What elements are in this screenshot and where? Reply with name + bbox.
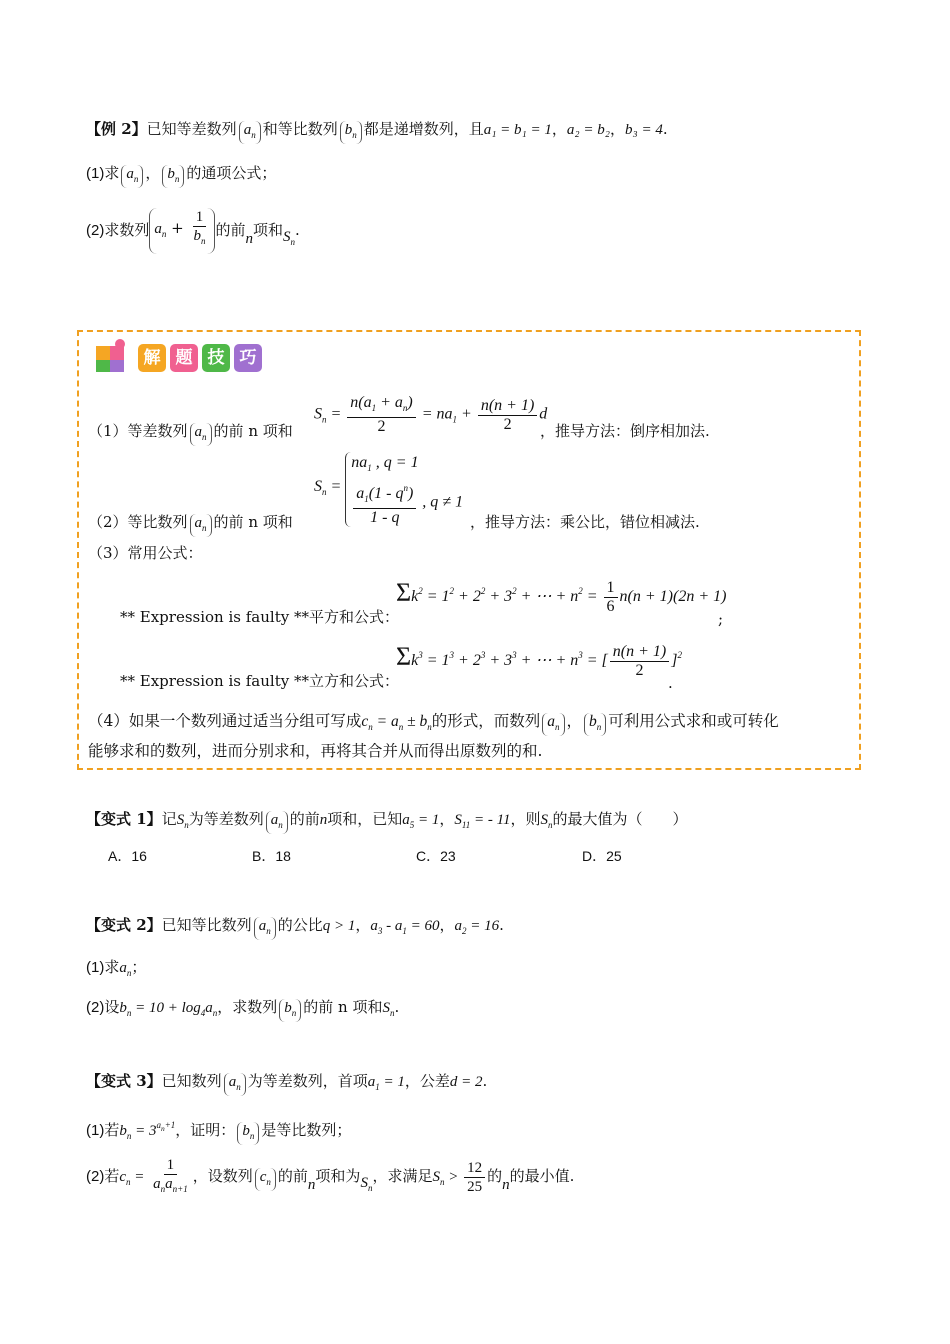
- variant3-q2: (2)若$c_n$ = $\frac{1}{a_na_{n+1}}$ ，设数列 $c_n$ 的前n项和为$S_n$，求满足$S_n$ > $\frac{12}{25}$ 的n的最小值.: [86, 1157, 575, 1195]
- variant3-statement: 【变式 3】已知数列 $a_n$ 为等差数列，首项$a_1 = 1$，公差d = 2.: [86, 1070, 487, 1098]
- option-c[interactable]: C．23: [416, 848, 456, 864]
- example2-q2: (2)求数列 $a_n$ + $\frac{1}{b_n}$ 的前n项和$S_n$.: [86, 208, 300, 262]
- seq-a: $a_n$: [239, 121, 261, 144]
- tip3-cube: ** Expression is faulty **立方和公式：: [120, 672, 399, 690]
- option-b[interactable]: B．18: [252, 848, 291, 864]
- tip4-line1: （4）如果一个数列通过适当分组可写成$c_n = a_n \pm b_n$的形式，而数列 $a_n$ ， $b_n$ 可利用公式求和或可转化: [88, 710, 779, 738]
- tip1: （1）等差数列 $a_n$ 的前 n 项和: [88, 420, 293, 446]
- condition-2: a₂ = b₂: [566, 122, 610, 138]
- condition-3: b₃ = 4: [625, 122, 663, 138]
- variant2-q2: (2)设$b_n = 10 + \log_4a_n$，求数列 $b_n$ 的前 n 项和$S_n$.: [86, 996, 399, 1024]
- option-d[interactable]: D．25: [582, 848, 622, 864]
- tip2: （2）等比数列 $a_n$ 的前 n 项和: [88, 511, 293, 537]
- badge-ti: 题: [170, 344, 198, 372]
- seq-sum-brace: $a_n$ + $\frac{1}{b_n}$: [149, 208, 215, 254]
- variant2-statement: 【变式 2】已知等比数列 $a_n$ 的公比q > 1，$a_3 - a_1 = 60$，$a_2 = 16$.: [86, 914, 504, 942]
- seq-b: $b_n$: [340, 121, 362, 144]
- example2-q1: (1)求 $a_n$ ， $b_n$ 的通项公式；: [86, 162, 276, 188]
- variant3-q1: (1)若$b_n = 3^{a_n+1}$，证明： $b_n$ 是等比数列；: [86, 1114, 351, 1147]
- variant2-q1: (1)求$a_n$；: [86, 958, 147, 978]
- badge-qiao: 巧: [234, 344, 262, 372]
- tip3-square: ** Expression is faulty **平方和公式：: [120, 608, 399, 626]
- example2-statement: 【例 2】已知等差数列 $a_n$ 和等比数列 $b_n$ 都是递增数列，且a₁ = b₁ = 1，a₂ = b₂，b₃ = 4.: [86, 118, 668, 144]
- condition-1: a₁ = b₁ = 1: [483, 122, 552, 138]
- badge-jie: 解: [138, 344, 166, 372]
- square-sum-formula: $\Sigma k^2 = 1^2 + 2^2 + 3^2$ + ⋯ + $n^2$ = $\frac{1}{6}$ n(n + 1)(2n + 1): [396, 578, 727, 615]
- arith-sum-formula: $S_n$ = $\frac{n(a_1 + a_n)}{2}$ = $na_1$ + $\frac{n(n + 1)}{2}$ d: [314, 394, 548, 435]
- geo-sum-formula: $S_n$ = $na_1$ , q = 1 $\frac{a_1(1 - q^n)}{1 - q}$ , q ≠ 1: [314, 454, 464, 526]
- tip1-method: ，推导方法：倒序相加法.: [540, 422, 710, 440]
- tip2-method: ，推导方法：乘公比，错位相减法.: [470, 513, 700, 531]
- option-a[interactable]: A．16: [108, 848, 147, 864]
- tip4-line2: 能够求和的数列，进而分别求和，再将其合并从而得出原数列的和.: [88, 742, 543, 760]
- example-tag: 【例 2】: [86, 120, 147, 138]
- cube-sum-formula: $\Sigma k^3 = 1^3 + 2^3 + 3^3$ + ⋯ + $n^3$ = [ $\frac{n(n + 1)}{2}$ ]$^2$: [396, 642, 682, 679]
- tip3-label: （3）常用公式：: [88, 544, 203, 562]
- badge-ji: 技: [202, 344, 230, 372]
- variant1-statement: 【变式 1】记$S_n$为等差数列 $a_n$ 的前n项和，已知$a_5 = 1$，$S_{11}$ = - 11，则$S_n$的最大值为（ ）: [86, 808, 688, 836]
- puzzle-icon: [94, 338, 130, 374]
